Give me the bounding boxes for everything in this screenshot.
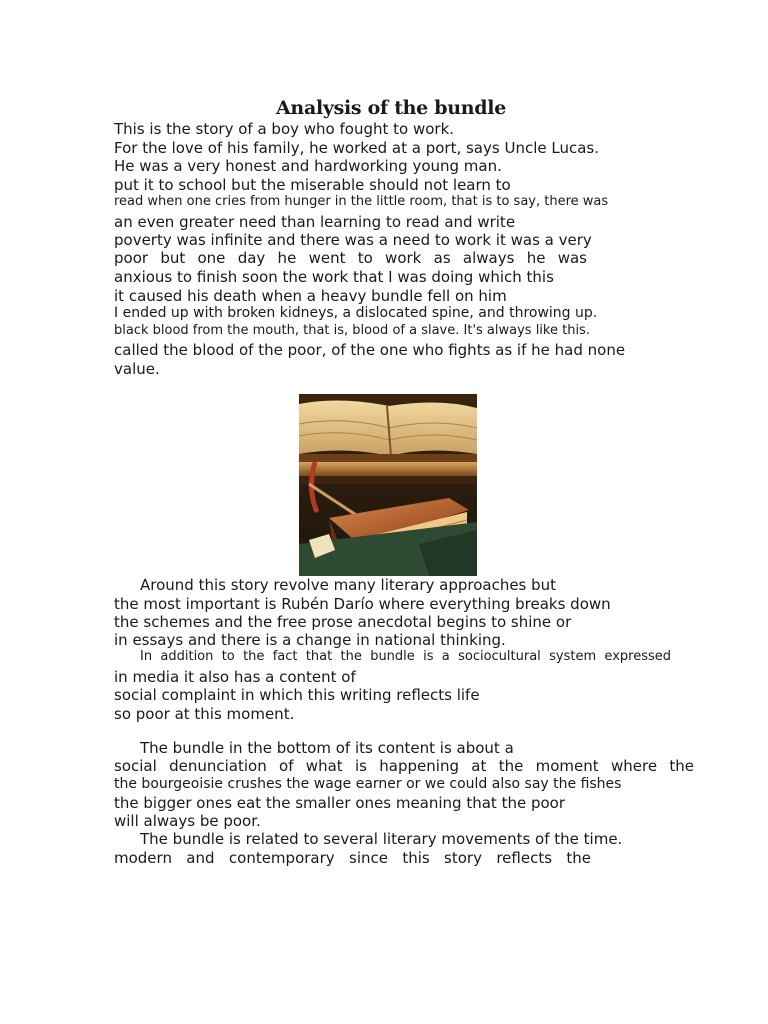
text-line: an even greater need than learning to read and write <box>114 213 516 231</box>
document-title: Analysis of the bundle <box>275 97 506 119</box>
text-line: For the love of his family, he worked at a port, says Uncle Lucas. <box>114 139 599 157</box>
text-line: the bourgeoisie crushes the wage earner or we could also say the fishes <box>114 776 622 792</box>
text-line: put it to school but the miserable should not learn to <box>114 176 511 194</box>
text-line: in media it also has a content of <box>114 668 356 686</box>
text-line: black blood from the mouth, that is, blood of a slave. It's always like this. <box>114 323 590 338</box>
text-line: In addition to the fact that the bundle is a sociocultural system expressed <box>140 649 671 664</box>
text-line: it caused his death when a heavy bundle fell on him <box>114 287 507 305</box>
text-line: the most important is Rubén Darío where everything breaks down <box>114 595 611 613</box>
books-painting-image <box>299 394 477 576</box>
text-line: He was a very honest and hardworking young man. <box>114 157 502 175</box>
text-line: social denunciation of what is happening at the moment where the <box>114 757 694 775</box>
text-line: so poor at this moment. <box>114 705 295 723</box>
text-line: poor but one day he went to work as always he was <box>114 249 587 267</box>
text-line: will always be poor. <box>114 812 261 830</box>
text-line: called the blood of the poor, of the one who fights as if he had none <box>114 341 626 359</box>
text-line: the bigger ones eat the smaller ones meaning that the poor <box>114 794 566 812</box>
text-line: This is the story of a boy who fought to work. <box>114 120 455 138</box>
text-line: I ended up with broken kidneys, a dislocated spine, and throwing up. <box>114 305 598 321</box>
text-line: Around this story revolve many literary approaches but <box>140 576 557 594</box>
text-line: The bundle in the bottom of its content is about a <box>140 739 514 757</box>
text-line: social complaint in which this writing reflects life <box>114 686 480 704</box>
text-line: modern and contemporary since this story reflects the <box>114 849 591 867</box>
text-line: read when one cries from hunger in the little room, that is to say, there was <box>114 194 609 209</box>
text-line: poverty was infinite and there was a need to work it was a very <box>114 231 592 249</box>
text-line: in essays and there is a change in national thinking. <box>114 631 506 649</box>
text-line: the schemes and the free prose anecdotal begins to shine or <box>114 613 572 631</box>
text-line: anxious to finish soon the work that I was doing which this <box>114 268 554 286</box>
text-line: The bundle is related to several literary movements of the time. <box>140 830 623 848</box>
text-line: value. <box>114 360 160 378</box>
